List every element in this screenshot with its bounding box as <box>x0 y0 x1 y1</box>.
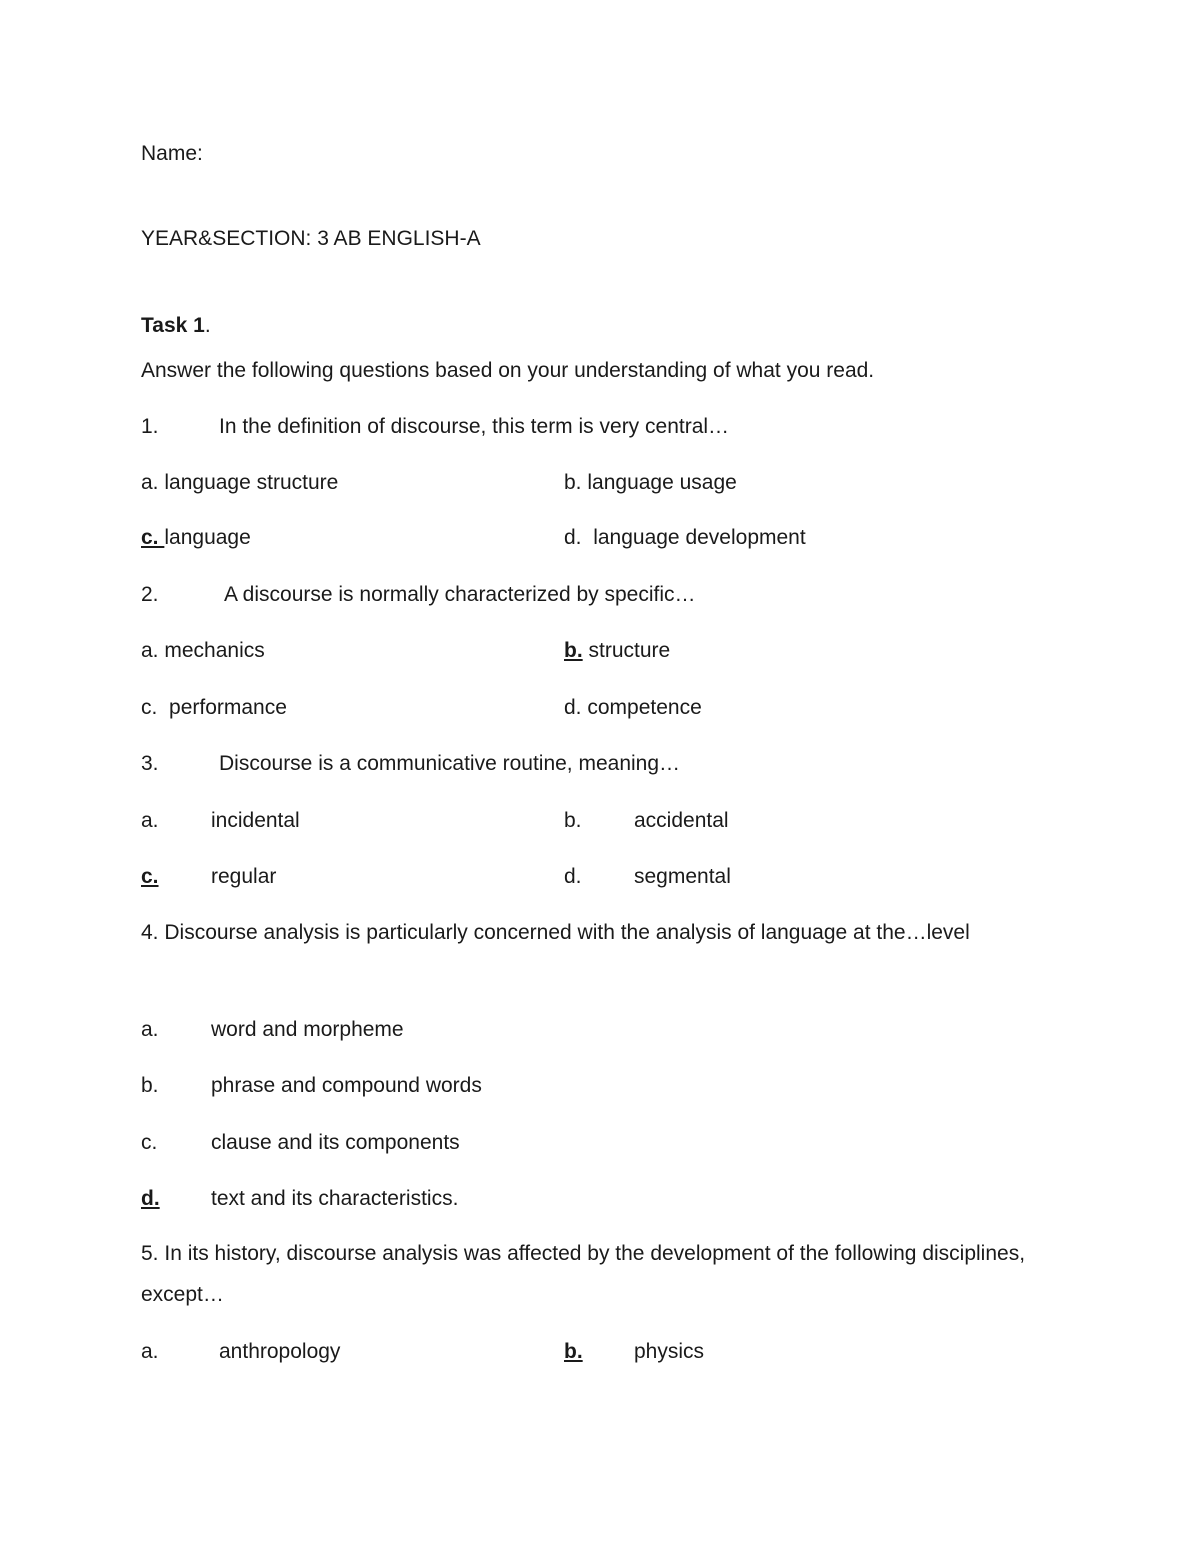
option-label-answer: b. <box>564 1340 583 1363</box>
option-text: anthropology <box>219 1340 341 1363</box>
q4-option-a <box>141 1016 404 1044</box>
question-4 <box>141 912 1041 953</box>
option-label: b. <box>564 471 582 494</box>
option-label: b. <box>141 1074 159 1097</box>
q2-option-b <box>564 637 670 665</box>
task-title-suffix: . <box>204 314 211 337</box>
question-3-text: Discourse is a communicative routine, meaning… <box>219 752 681 775</box>
q1-option-c <box>141 524 251 552</box>
name-label: Name: <box>141 142 203 165</box>
option-label-answer: d. <box>141 1187 160 1210</box>
question-4-text: Discourse analysis is particularly concerned with the analysis of language at the…level <box>164 921 970 944</box>
option-text: language development <box>593 526 806 549</box>
q3-option-b <box>564 807 729 835</box>
option-text: segmental <box>634 865 731 888</box>
q3-option-d <box>564 863 731 891</box>
option-label: b. <box>564 809 582 832</box>
q1-option-a <box>141 469 338 497</box>
option-label: a. <box>141 1340 159 1363</box>
q4-option-d <box>141 1185 458 1213</box>
q1-option-d <box>564 524 806 552</box>
option-text: regular <box>211 865 277 888</box>
option-text: competence <box>587 696 702 719</box>
option-text: performance <box>169 696 287 719</box>
option-text: physics <box>634 1340 705 1363</box>
option-label: a. <box>141 809 159 832</box>
question-1-number: 1. <box>141 415 159 438</box>
q2-option-c <box>141 694 287 722</box>
option-label: a. <box>141 639 159 662</box>
option-label: a. <box>141 471 159 494</box>
option-text: incidental <box>211 809 300 832</box>
q5-option-a <box>141 1338 340 1366</box>
option-label: a. <box>141 1018 159 1041</box>
q5-option-b <box>564 1338 704 1366</box>
option-label-answer: b. <box>564 639 583 662</box>
question-2-text: A discourse is normally characterized by specific… <box>224 583 696 606</box>
option-label: d. <box>564 696 582 719</box>
question-3-number: 3. <box>141 752 159 775</box>
question-1-text: In the definition of discourse, this term is very central… <box>219 415 730 438</box>
q2-option-d <box>564 694 702 722</box>
option-text: text and its characteristics. <box>211 1187 459 1210</box>
option-label: c. <box>141 1131 158 1154</box>
option-text: mechanics <box>164 639 265 662</box>
q3-option-a <box>141 807 300 835</box>
question-5 <box>141 1233 1041 1315</box>
question-2-number: 2. <box>141 583 159 606</box>
option-label-answer: c. <box>141 865 159 888</box>
question-4-number: 4. <box>141 921 159 944</box>
q4-option-c <box>141 1129 460 1157</box>
option-label-answer: c. <box>141 526 159 549</box>
option-text: word and morpheme <box>211 1018 404 1041</box>
q4-option-b <box>141 1072 482 1100</box>
option-text: structure <box>588 639 671 662</box>
q1-option-b <box>564 469 737 497</box>
task-heading <box>141 312 211 340</box>
option-text: language <box>164 526 251 549</box>
option-label: d. <box>564 526 582 549</box>
q2-option-a <box>141 637 265 665</box>
option-label: d. <box>564 865 582 888</box>
task-instruction: Answer the following questions based on your understanding of what you read. <box>141 359 875 382</box>
question-5-number: 5. <box>141 1242 159 1265</box>
year-section: YEAR&SECTION: 3 AB ENGLISH-A <box>141 227 481 250</box>
option-text: accidental <box>634 809 729 832</box>
task-title: Task 1 <box>141 314 205 337</box>
option-text: language usage <box>587 471 737 494</box>
option-text: language structure <box>164 471 339 494</box>
q3-option-c <box>141 863 276 891</box>
option-label: c. <box>141 696 158 719</box>
option-text: clause and its components <box>211 1131 460 1154</box>
question-5-text: In its history, discourse analysis was affected by the development of the following disciplines, except… <box>141 1242 1026 1306</box>
option-text: phrase and compound words <box>211 1074 482 1097</box>
